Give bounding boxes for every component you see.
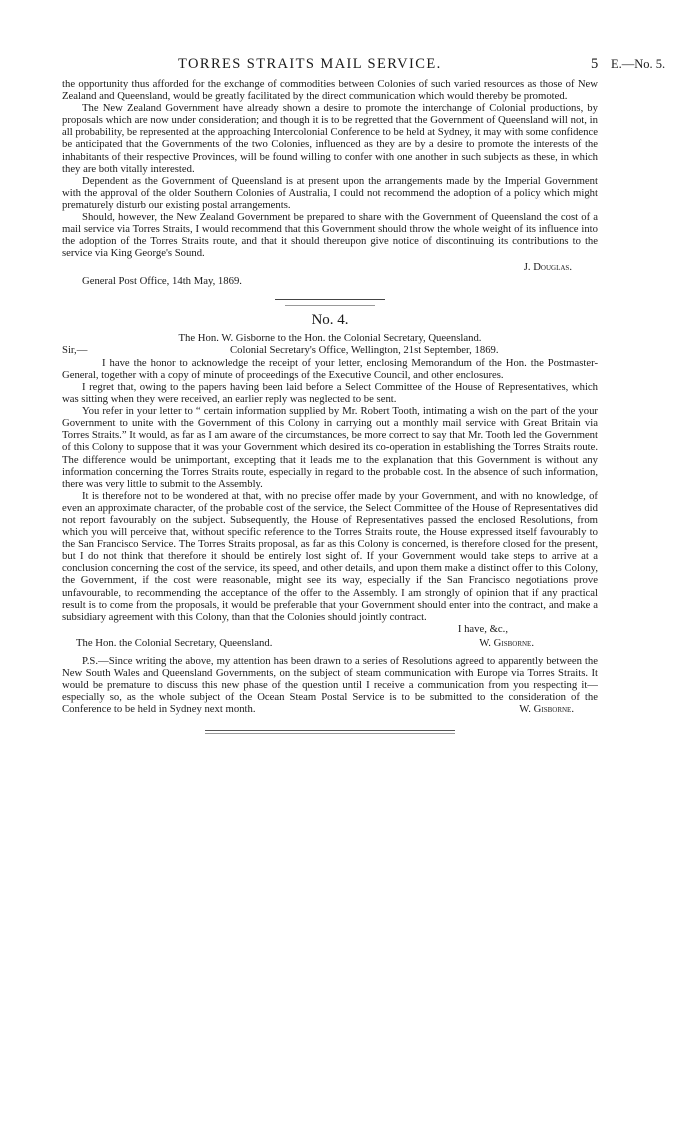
paragraph: The New Zealand Government have already shown a desire to promote the interchange of Colonial productions, by proposals which are now under consideration; and though it is to be regretted that the Government of Queensland will not, in all probability, be represented at the approaching Intercolonial Conference to be held at Sydney, it may with some confidence be anticipated that the Governments of the two Colonies, influenced as they are by a desire to promote the interests of the inhabitants of their respective Provinces, will be found willing to confer with one another in such subjects as these, in which they are both vitally interested. (62, 102, 598, 175)
end-rule-thin (205, 733, 455, 734)
paragraph: It is therefore not to be wondered at that, with no precise offer made by your Government, and with no knowledge, of even an approximate character, of the probable cost of the service, the Select Committee of the House of Representatives did not report favourably on the subject. Subsequently, the House of Representatives passed the enclosed Resolutions, from which you will perceive that, without specific reference to the Torres Straits route, the House expressed itself favourably to the San Francisco Service. The Torres Straits proposal, as far as this Colony is concerned, is therefore closed for the present, but I do not think that therefore it should be entirely lost sight of. If your Government would take steps to arrive at a conclusion concerning the cost of the service, its speed, and other details, and upon them make a distinct offer to this Colony, the Government, if the cost were reasonable, might see its way, especially if the San Francisco negotiations prove unfavourable, to recommending the acceptance of the offer to the Assembly. I am strongly of opinion that if any practical result is to come from the proposals, it would be preferable that your Government should enter into the contract, and make a subsidiary agreement with this Colony, than that the Colonies should jointly contract. (62, 489, 598, 623)
page-number: 5 (591, 56, 599, 72)
letter-heading: No. 4. (311, 311, 349, 328)
letter-address: The Hon. W. Gisborne to the Hon. the Colonial Secretary, Queensland. (178, 331, 482, 344)
signature-gisborne: W. Gisborne. (479, 636, 534, 649)
dateline: General Post Office, 14th May, 1869. (82, 274, 242, 287)
addressee: The Hon. the Colonial Secretary, Queensland. (76, 636, 273, 649)
paragraph: Dependent as the Government of Queensland is at present upon the arrangements made by the Imperial Government with the approval of the older Southern Colonies of Australia, I could not recommend the adoption of a policy which might prematurely disturb our existing postal arrangements. (62, 174, 598, 211)
salutation: Sir,— (62, 343, 88, 356)
office-dateline: Colonial Secretary's Office, Wellington, 21st September, 1869. (230, 343, 499, 356)
running-title: TORRES STRAITS MAIL SERVICE. (178, 56, 442, 72)
postscript-signature: W. Gisborne. (519, 703, 574, 716)
postscript: P.S.—Since writing the above, my attention has been drawn to a series of Resolutions agreed to apparently between the New South Wales and Queensland Governments, on the subject of steam communication with Europe via Torres Straits. It would be premature to discuss this new phase of the question until I receive a communication from you respecting it—especially so, as the whole subject of the Ocean Steam Postal Service is to be submitted to the consideration of the Conference to be held in Sydney next month. (62, 654, 598, 716)
paragraph: Should, however, the New Zealand Government be prepared to share with the Government of Queensland the cost of a mail service via Torres Straits, I would recommend that this Government should throw the whole weight of its influence into the adoption of the Torres Straits route, and that it should thereupon give notice of discontinuing its contributions to the service via King George's Sound. (62, 211, 598, 260)
section-divider (275, 299, 385, 300)
paper-reference: E.—No. 5. (611, 57, 666, 71)
end-rule (205, 730, 455, 731)
page-body (62, 78, 598, 734)
letter-no-4 (62, 311, 598, 716)
section-divider-thin (285, 305, 375, 306)
signature-douglas: J. Douglas. (523, 261, 572, 274)
paragraph: I regret that, owing to the papers having been laid before a Select Committee of the House of Representatives, which was sitting when they were received, an earlier reply was neglected to be sent. (62, 380, 598, 406)
closing: I have, &c., (457, 622, 508, 635)
letter-no-3-continuation (62, 78, 598, 287)
paragraph: I have the honor to acknowledge the receipt of your letter, enclosing Memorandum of the Hon. the Postmaster-General, together with a copy of minute of proceedings of the Executive Council, and other enclosures. (62, 356, 598, 381)
paragraph: the opportunity thus afforded for the exchange of commodities between Colonies of such varied resources as those of New Zealand and Queensland, would be greatly facilitated by the direct communication which would thereby be promoted. (62, 78, 598, 103)
addressee-line (62, 637, 598, 650)
page-header (0, 56, 700, 76)
salutation-line (62, 344, 598, 357)
paragraph: You refer in your letter to “ certain information supplied by Mr. Robert Tooth, intimating a wish on the part of the your Government to unite with the Government of this Colony in carrying out a monthly mail service with Great Britain via Torres Straits.” It would, as far as I am aware of the circumstances, be more correct to say that Mr. Tooth led the Government of this Colony to suppose that it was your Government which desired its co-operation in establishing the Torres Straits route. The difference would be unimportant, excepting that it leads me to the explanation that this Government is without any information concerning the Torres Straits route, especially in regard to the probable cost. In the absence of such information, there was very little to submit to the Assembly. (62, 405, 598, 490)
